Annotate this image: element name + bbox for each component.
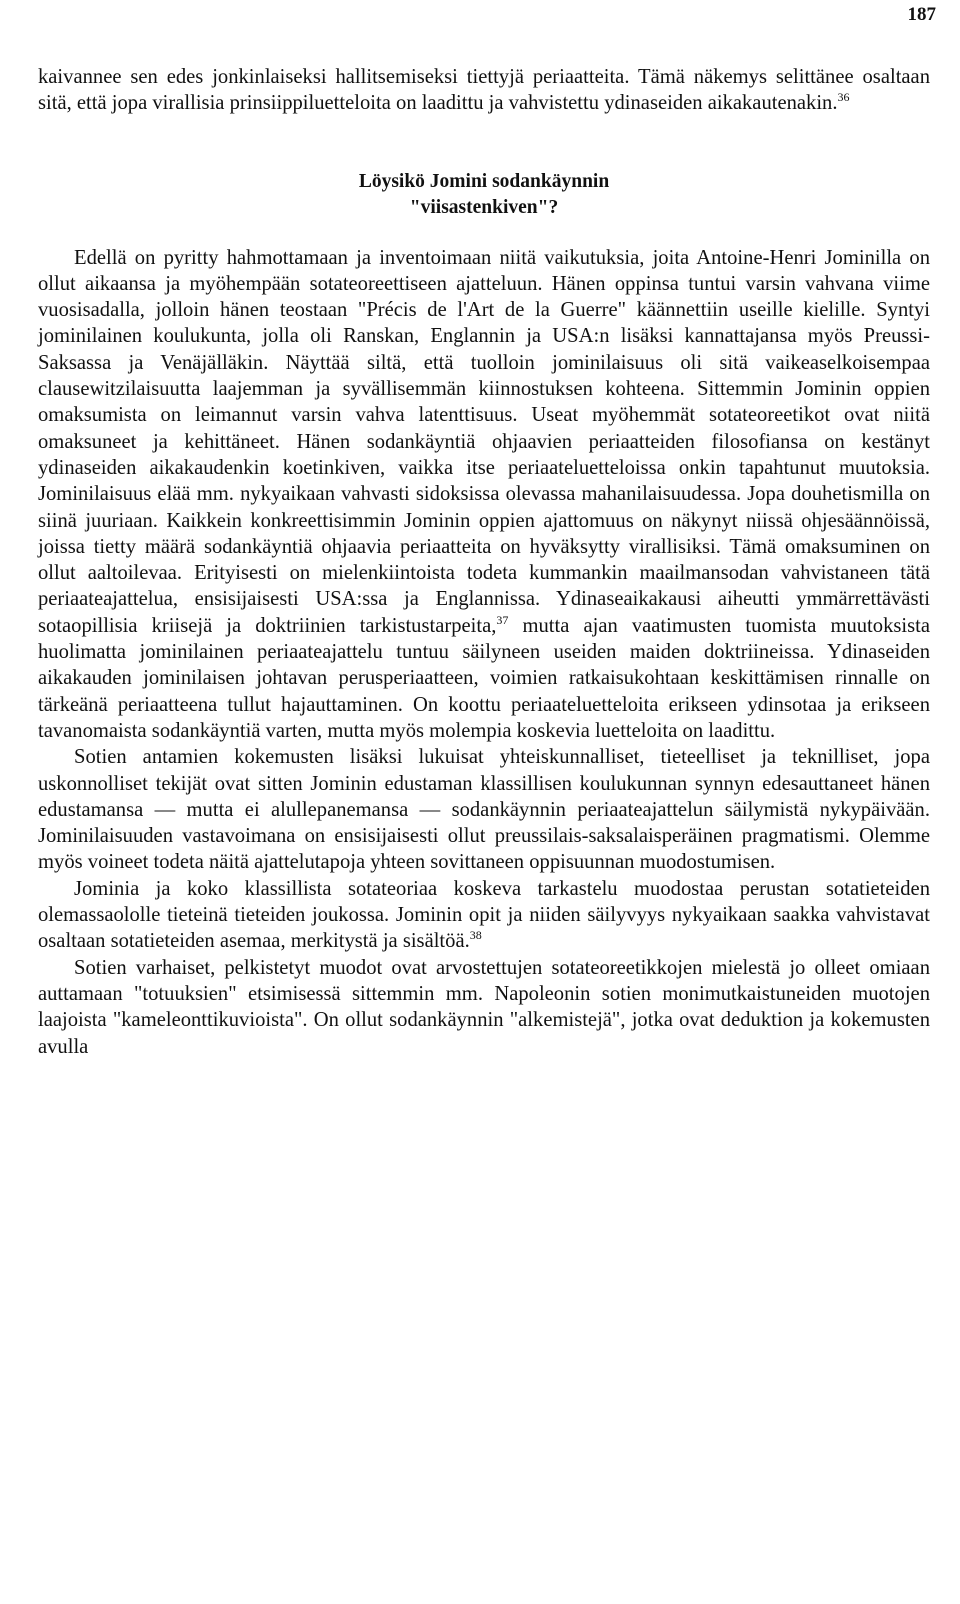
paragraph-text-cont: mutta ajan vaatimusten tuomista muutoksista huolimatta jominilainen periaateajattelu tuntuu säilyneen useiden maiden doktriineissa. Ydinaseiden aikakauden jominilaisen johtavan perusperiaatteen, voimien ratkaisukohtaan keskittämisen rinnalle on tärkeänä periaatteena tullut hajauttaminen. On koottu periaateluetteloita erikseen ydinsotaa ja erikseen tavanomaista sodankäyntiä varten, mutta myös molempia koskevia luetteloita on laadittu. — [38, 614, 930, 742]
page-number: 187 — [907, 4, 936, 25]
paragraph-text: Sotien varhaiset, pelkistetyt muodot ovat arvostettujen sotateoreetikkojen mielestä jo olleet omiaan auttamaan "totuuksien" etsimisessä sittemmin mm. Napoleonin sotien monimutkaistuneiden muotojen laajoista "kameleonttikuvioista". On ollut sodankäynnin "alkemistejä", jotka ovat deduktion ja kokemusten avulla — [38, 956, 930, 1058]
section-heading-line1: Löysikö Jomini sodankäynnin — [358, 170, 610, 192]
section-heading — [38, 169, 930, 221]
paragraph-3 — [38, 876, 930, 955]
paragraph-2 — [38, 744, 930, 875]
footnote-ref-37: 37 — [496, 612, 509, 627]
section-heading-line2: "viisastenkiven"? — [409, 196, 559, 218]
paragraph-4 — [38, 955, 930, 1060]
paragraph-text: Sotien antamien kokemusten lisäksi lukuisat yhteiskunnalliset, tieteelliset ja teknilliset, jopa uskonnolliset tekijät ovat sitten Jominin edustaman klassillisen koulukunnan synnyn edesauttaneet hänen edustamansa — mutta ei alullepanemansa — sodankäynnin periaateajattelun säilymistä nykypäivään. Jominilaisuuden vastavoimana on ensisijaisesti ollut preussilais-saksalaisperäinen pragmatismi. Olemme myös voineet todeta näitä ajattelutapoja yhteen sovittaneen oppisuunnan muodostumisen. — [38, 746, 930, 874]
footnote-ref-38: 38 — [469, 928, 482, 943]
page-content — [38, 64, 930, 1060]
paragraph-intro — [38, 64, 930, 117]
paragraph-text: Jominia ja koko klassillista sotateoriaa koskeva tarkastelu muodostaa perustan sotatieteiden olemassaololle tieteinä tieteiden joukossa. Jominin opit ja niiden säilyvyys nykyaikaan saakka vahvistavat osaltaan sotatieteiden asemaa, merkitystä ja sisältöä. — [38, 877, 930, 953]
paragraph-1 — [38, 245, 930, 745]
paragraph-text: kaivannee sen edes jonkinlaiseksi hallitsemiseksi tiettyjä periaatteita. Tämä näkemys selittänee osaltaan sitä, että jopa virallisia prinsiippiluetteloita on laadittu ja vahvistettu ydinaseiden aikakautenakin. — [38, 66, 930, 115]
footnote-ref-36: 36 — [837, 90, 850, 105]
paragraph-text: Edellä on pyritty hahmottamaan ja inventoimaan niitä vaikutuksia, joita Antoine-Henri Jominilla on ollut aikaansa ja myöhempään sotateoreettiseen ajatteluun. Hänen oppinsa tuntui varsin vahvana viime vuosisadalla, jolloin hänen teostaan "Précis de l'Art de la Guerre" käännettiin useille kielille. Syntyi jominilainen koulukunta, jolla oli Ranskan, Englannin ja USA:n lisäksi kannattajansa myös Preussi-Saksassa ja Venäjälläkin. Näyttää siltä, että tuolloin jominilaisuus oli sitä vaikeaselkoisempaa clausewitzilaisuutta laajemman ja syvällisemmän kiinnostuksen kohteena. Sittemmin Jominin oppien omaksumista on leimannut varsin vahva latenttisuus. Useat myöhemmät sotateoreetikot ovat niitä omaksuneet ja kehittäneet. Hänen sodankäyntiä ohjaavien periaatteiden filosofiansa on kestänyt ydinaseiden aikakaudenkin koetinkiven, vaikka itse periaateluetteloissa onkin tapahtunut muutoksia. Jominilaisuus elää mm. nykyaikaan vahvasti sidoksissa olevassa mahanilaisuudessa. Jopa douhetismilla on siinä juuriaan. Kaikkein konkreettisimmin Jominin oppien ajattomuus on näkynyt niissä ohjesäännöissä, joissa tietty määrä sodankäyntiä ohjaavia periaatteita on hyväksytty virallisiksi. Tämä omaksuminen on ollut aaltoilevaa. Erityisesti on mielenkiintoista todeta kummankin maailmansodan vahvistaneen tätä periaateajattelua, ensisijaisesti USA:ssa ja Englannissa. Ydinaseaikakausi aiheutti ymmärrettävästi sotaopillisia kriisejä ja doktriinien tarkistustarpeita, — [38, 246, 930, 637]
